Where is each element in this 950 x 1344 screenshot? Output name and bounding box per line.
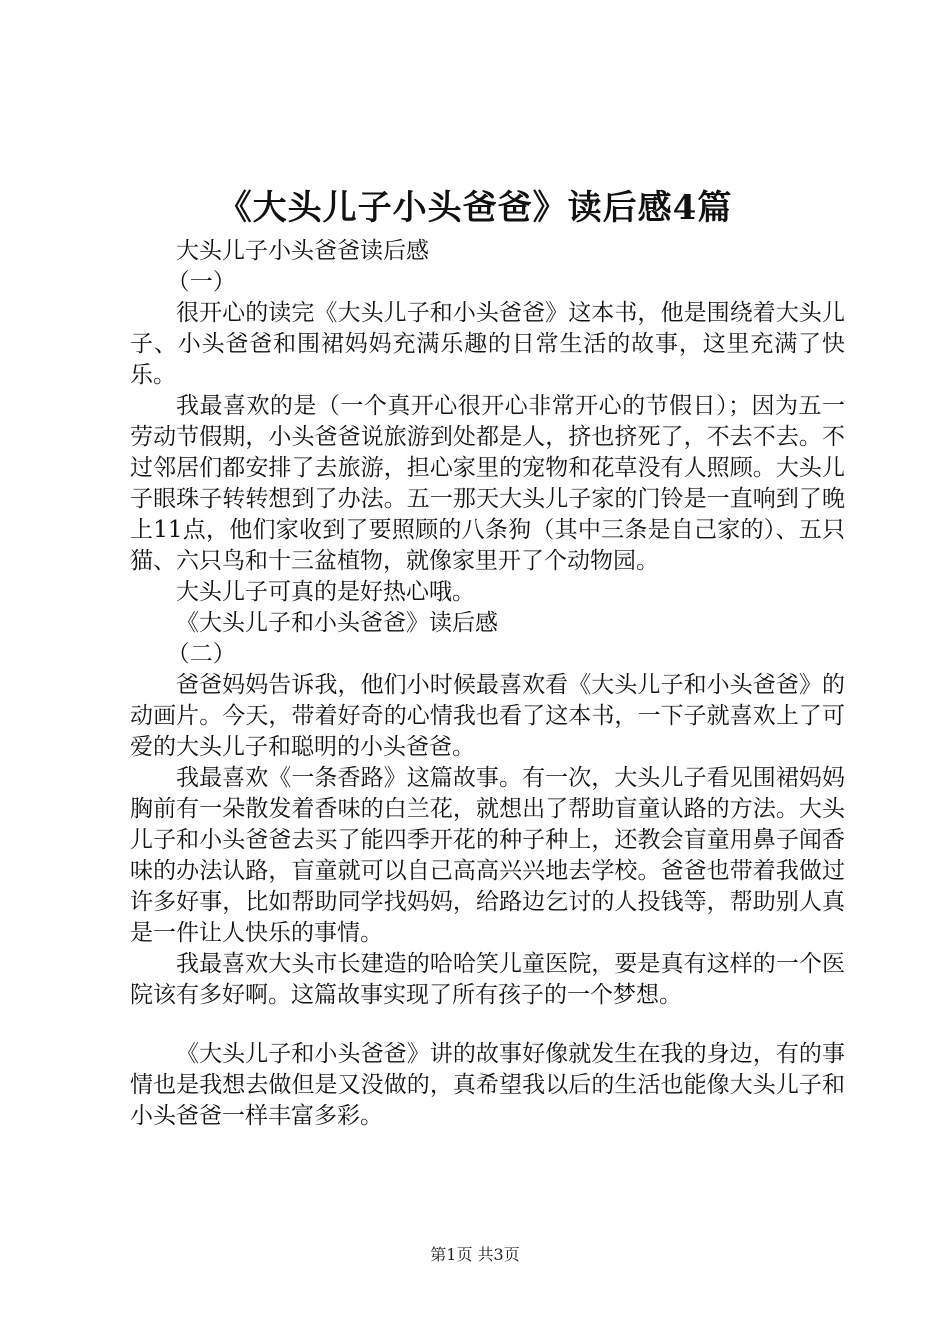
paragraph: 我最喜欢的是（一个真开心很开心非常开心的节假日）；因为五一劳动节假期，小头爸爸说旅游到处都是人，挤也挤死了，不去不去。不过邻居们都安排了去旅游，担心家里的宠物和花草没有人照顾。大头儿子眼珠子转转想到了办法。五一那天大头儿子家的门铃是一直响到了晚上11点，他们家收到了要照顾的八条狗（其中三条是自己家的）、五只猫、六只鸟和十三盆植物，就像家里开了个动物园。	[130, 393, 845, 574]
page-number: 第1页 共3页	[430, 1245, 520, 1264]
document-body	[130, 236, 845, 1132]
paragraph: 大头儿子可真的是好热心哦。	[176, 579, 475, 605]
paragraph: 很开心的读完《大头儿子和小头爸爸》这本书，他是围绕着大头儿子、小头爸爸和围裙妈妈充满乐趣的日常生活的故事，这里充满了快乐。	[130, 300, 845, 388]
paragraph: 我最喜欢大头市长建造的哈哈笑儿童医院，要是真有这样的一个医院该有多好啊。这篇故事实现了所有孩子的一个梦想。	[130, 951, 845, 1008]
section-number: （二）	[166, 641, 236, 667]
document-title: 《大头儿子小头爸爸》读后感4篇	[217, 188, 733, 228]
paragraph: 我最喜欢《一条香路》这篇故事。有一次，大头儿子看见围裙妈妈胸前有一朵散发着香味的白兰花，就想出了帮助盲童认路的方法。大头儿子和小头爸爸去买了能四季开花的种子种上，还教会盲童用鼻子闻香味的办法认路，盲童就可以自己高高兴兴地去学校。爸爸也带着我做过许多好事，比如帮助同学找妈妈，给路边乞讨的人投钱等，帮助别人真是一件让人快乐的事情。	[130, 765, 845, 946]
section-heading: 大头儿子小头爸爸读后感	[176, 238, 429, 264]
section-heading: 《大头儿子和小头爸爸》读后感	[176, 610, 498, 636]
paragraph: 《大头儿子和小头爸爸》讲的故事好像就发生在我的身边，有的事情也是我想去做但是又没做的，真希望我以后的生活也能像大头儿子和小头爸爸一样丰富多彩。	[130, 1041, 845, 1129]
paragraph: 爸爸妈妈告诉我，他们小时候最喜欢看《大头儿子和小头爸爸》的动画片。今天，带着好奇的心情我也看了这本书，一下子就喜欢上了可爱的大头儿子和聪明的小头爸爸。	[130, 672, 845, 760]
section-number: （一）	[166, 269, 236, 295]
